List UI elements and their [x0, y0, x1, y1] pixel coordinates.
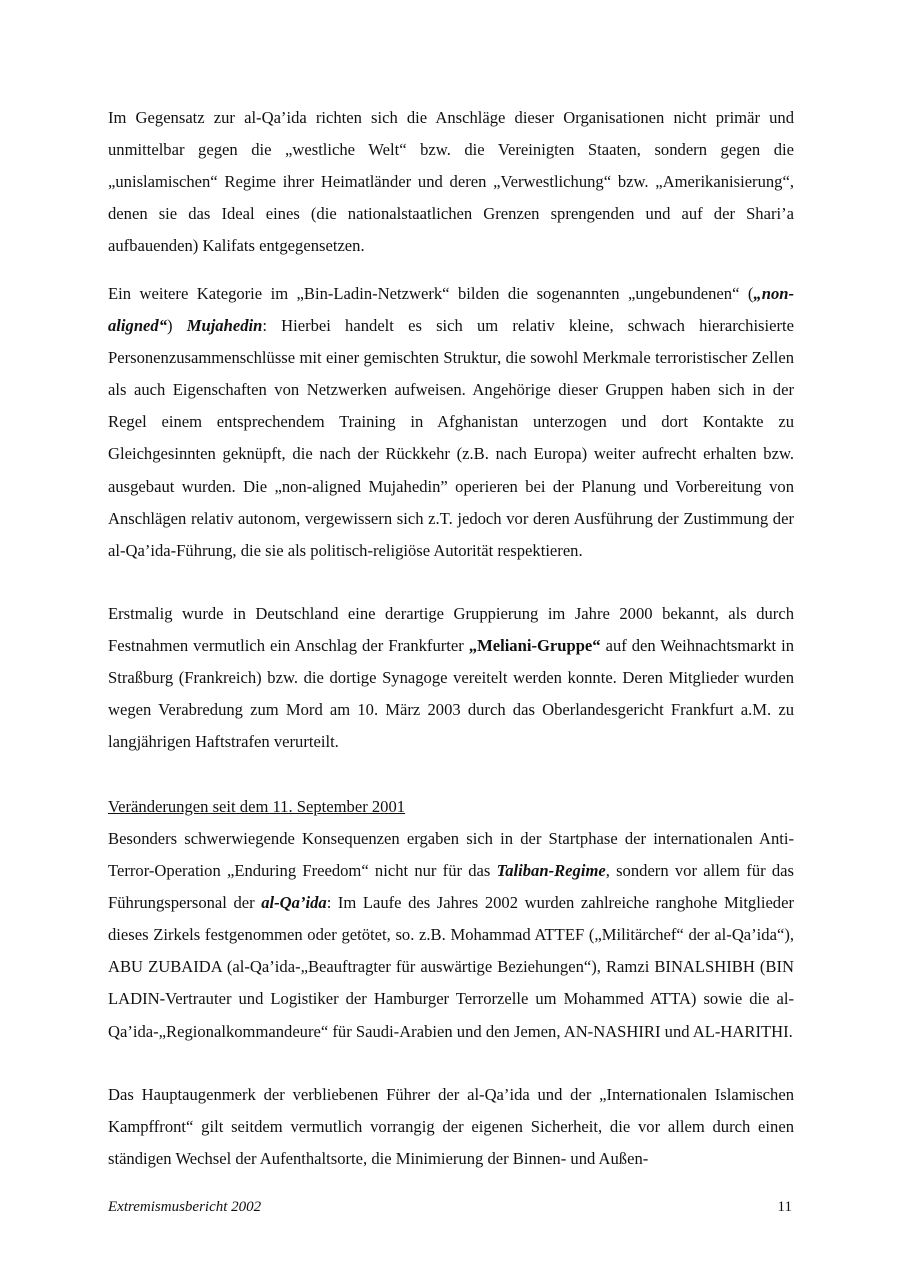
paragraph-4-text-end: : Im Laufe des Jahres 2002 wurden zahlreiche ranghohe Mitglieder dieses Zirkels festgenommen oder getötet, so. z.B. Mohammad ATTEF („Militärchef“ der al-Qa’ida“), ABU ZUBAIDA (al-Qa’ida-„Beauftragter für auswärtige Beziehungen“), Ramzi BINALSHIBH (BIN LADIN-Vertrauter und Logistiker der Hamburger Terrorzelle um Mohammed ATTA) sowie die al-Qa’ida-„Regionalkommandeure“ für Saudi-Arabien und den Jemen, AN-NASHIRI und AL-HARITHI.	[108, 893, 794, 1041]
paragraph-3	[108, 598, 794, 758]
section-heading: Veränderungen seit dem 11. September 2001	[108, 797, 406, 816]
footer-title: Extremismusbericht 2002	[108, 1199, 262, 1215]
taliban-regime-term: Taliban-Regime	[496, 861, 606, 881]
paragraph-5: Das Hauptaugenmerk der verbliebenen Führer der al-Qa’ida und der „Internationalen Islamischen Kampffront“ gilt seitdem vermutlich vorrangig der eigenen Sicherheit, die vor allem durch einen ständigen Wechsel der Aufenthaltsorte, die Minimierung der Binnen- und Außen-	[108, 1085, 794, 1169]
paragraph-2-text-mid: )	[167, 316, 187, 336]
paragraph-2-text-end: : Hierbei handelt es sich um relativ kleine, schwach hierarchisierte Personenzusammenschlüsse mit einer gemischten Struktur, die sowohl Merkmale terroristischer Zellen als auch Eigenschaften von Netzwerken aufweisen. Angehörige dieser Gruppen haben sich in der Regel einem entsprechendem Training in Afghanistan unterzogen und dort Kontakte zu Gleichgesinnten geknüpft, die nach der Rückkehr (z.B. nach Europa) weiter aufrecht erhalten bzw. ausgebaut wurden. Die „non-aligned Mujahedin” operieren bei der Planung und Vorbereitung von Anschlägen relativ autonom, vergewissern sich z.T. jedoch vor deren Ausführung der Zustimmung der al-Qa’ida-Führung, die sie als politisch-religiöse Autorität respektieren.	[108, 316, 794, 560]
paragraph-4	[108, 823, 794, 1048]
paragraph-3-text-end: auf den Weihnachtsmarkt in Straßburg (Frankreich) bzw. die dortige Synagoge vereitelt werden konnte. Deren Mitglieder wurden wegen Verabredung zum Mord am 10. März 2003 durch das Oberlandesgericht Frankfurt a.M. zu langjährigen Haftstrafen verurteilt.	[108, 636, 794, 752]
page-number: 11	[777, 1199, 792, 1215]
paragraph-2-text-start: Ein weitere Kategorie im „Bin-Ladin-Netzwerk“ bilden die sogenannten „ungebundenen“ (	[108, 284, 754, 303]
al-qaida-term: al-Qa’ida	[261, 893, 327, 913]
non-aligned-term: „non-aligned“	[108, 284, 794, 336]
paragraph-3-text-start: Erstmalig wurde in Deutschland eine derartige Gruppierung im Jahre 2000 bekannt, als durch Festnahmen vermutlich ein Anschlag der Frankfurter	[108, 604, 794, 656]
paragraph-4-text-mid: , sondern vor allem für das Führungspersonal der	[108, 861, 795, 913]
paragraph-1: Im Gegensatz zur al-Qa’ida richten sich die Anschläge dieser Organisationen nicht primär und unmittelbar gegen die „westliche Welt“ bzw. die Vereinigten Staaten, sondern gegen die „unislamischen“ Regime ihrer Heimatländer und deren „Verwestlichung“ bzw. „Amerikanisierung“, denen sie das Ideal eines (die nationalstaatlichen Grenzen sprengenden und auf der Shari’a aufbauenden) Kalifats entgegensetzen.	[108, 108, 794, 256]
meliani-gruppe-term: „Meliani-Gruppe“	[468, 636, 601, 656]
paragraph-4-text-start: Besonders schwerwiegende Konsequenzen ergaben sich in der Startphase der internationalen Anti-Terror-Operation „Enduring Freedom“ nicht nur für das	[108, 829, 794, 881]
paragraph-2	[108, 278, 794, 567]
mujahedin-term: Mujahedin	[186, 316, 263, 336]
